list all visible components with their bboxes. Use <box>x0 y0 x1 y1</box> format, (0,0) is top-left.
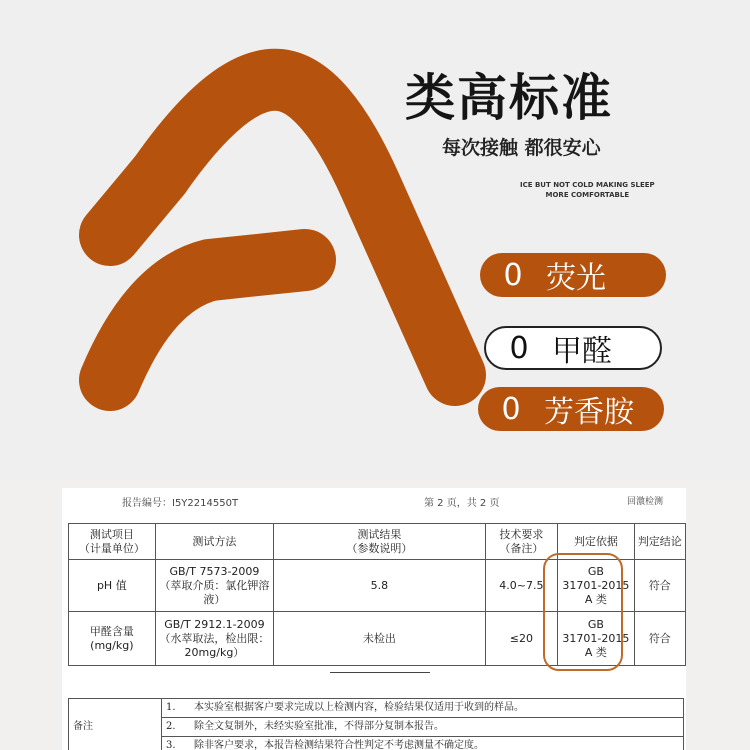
pill-zero: 0 <box>509 330 529 366</box>
column-header-line: 测试项目 <box>89 527 134 541</box>
cell-line: 甲醛含量 <box>89 624 134 638</box>
column-header-line: （计量单位） <box>78 541 145 555</box>
cell-item <box>69 612 156 666</box>
column-header <box>155 524 274 560</box>
cell-line: 31701-2015 <box>562 631 630 645</box>
note-text: 本实验室根据客户要求完成以上检测内容，检验结果仅适用于收到的样品。 <box>190 699 684 718</box>
cell-line: pH 值 <box>96 578 127 592</box>
cell-item <box>69 560 156 612</box>
pill-zero: 0 <box>501 391 521 427</box>
note-number: 2. <box>162 718 191 737</box>
report-header <box>62 490 686 508</box>
note-number: 3. <box>162 737 191 750</box>
cell-line: GB/T 7573-2009 <box>169 564 260 578</box>
column-header <box>274 524 485 560</box>
pill-label: 荧光 <box>546 261 606 296</box>
column-header-line: 技术要求 <box>499 527 544 541</box>
cell-requirement: 4.0~7.5 <box>485 560 558 612</box>
english-tagline <box>520 180 655 200</box>
pill-label: 甲醛 <box>552 334 612 369</box>
column-header <box>69 524 156 560</box>
column-header <box>485 524 558 560</box>
column-header-line: 判定结论 <box>637 534 682 548</box>
cell-requirement: ≤20 <box>485 612 558 666</box>
column-header-line: 测试方法 <box>192 534 237 548</box>
english-tagline-line1: ICE BUT NOT COLD MAKING SLEEP <box>520 181 655 189</box>
pill-zero: 0 <box>503 257 523 293</box>
cell-result: 5.8 <box>274 560 485 612</box>
cell-line: 20mg/kg） <box>184 645 245 659</box>
cell-line: （萃取介质：氯化钾溶 <box>159 578 270 592</box>
cell-result: 未检出 <box>274 612 485 666</box>
cell-conclusion: 符合 <box>634 612 686 666</box>
cell-line: A 类 <box>584 645 607 659</box>
cell-line: 31701-2015 <box>562 578 630 592</box>
subheadline: 每次接触 都很安心 <box>442 137 601 159</box>
cell-line: (mg/kg) <box>90 638 134 652</box>
column-header-line: （参数说明） <box>346 541 413 555</box>
column-header-line: 判定依据 <box>573 534 618 548</box>
cell-conclusion: 符合 <box>634 560 686 612</box>
report-number: 报告编号：I5Y2214550T <box>122 498 239 509</box>
cell-line: GB <box>587 617 604 631</box>
cell-line: 液） <box>203 592 226 606</box>
cell-line: GB <box>587 564 604 578</box>
headline: 类高标准 <box>405 69 613 127</box>
cell-line: GB/T 2912.1-2009 <box>164 617 265 631</box>
cell-line: （水萃取法，检出限： <box>159 631 270 645</box>
notes-table <box>68 698 684 750</box>
pill-label: 芳香胺 <box>544 395 634 430</box>
pill-fluorescence <box>480 253 666 297</box>
highlight-circle <box>543 553 623 671</box>
english-tagline-line2: MORE COMFORTABLE <box>545 191 630 199</box>
note-number: 1. <box>162 699 191 718</box>
divider <box>330 672 430 673</box>
note-text: 除非客户要求，本报告检测结果符合性判定不考虑测量不确定度。 <box>190 737 684 750</box>
pill-aromatic-amine <box>478 387 664 431</box>
notes-label: 备注 <box>69 699 162 750</box>
pill-formaldehyde <box>484 326 662 370</box>
column-header <box>634 524 686 560</box>
lab-logo-text: 回激检测 <box>627 497 664 507</box>
column-header-line: 测试结果 <box>357 527 402 541</box>
note-text: 除全文复制外，未经实验室批准，不得部分复制本报告。 <box>190 718 684 737</box>
notes-row <box>69 699 684 718</box>
column-header-line: （备注） <box>499 541 544 555</box>
notes-row <box>69 718 684 737</box>
notes-row <box>69 737 684 750</box>
cell-line: A 类 <box>584 592 607 606</box>
test-report <box>62 488 686 750</box>
page-indicator: 第 2 页，共 2 页 <box>424 498 500 509</box>
cell-method <box>155 612 274 666</box>
cell-method <box>155 560 274 612</box>
